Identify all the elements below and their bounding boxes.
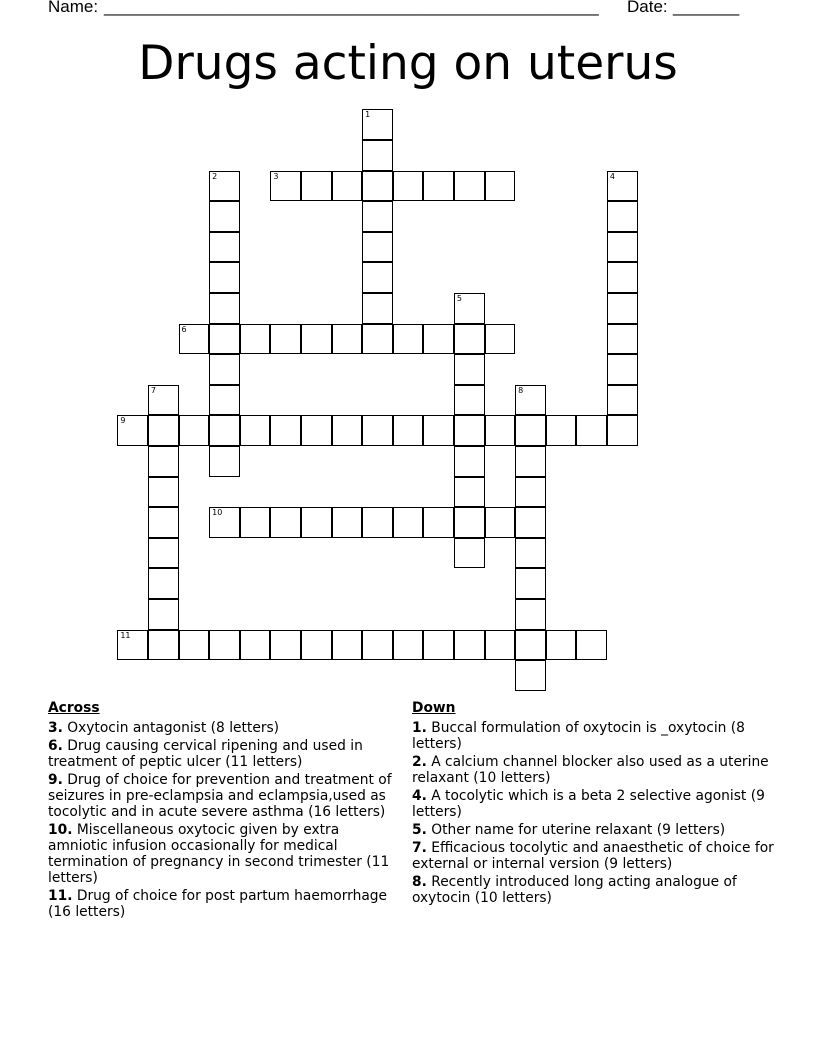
grid-cell[interactable] bbox=[454, 385, 485, 416]
grid-cell[interactable] bbox=[332, 507, 363, 538]
clue-number: 9 bbox=[120, 416, 126, 426]
clue-number: 8 bbox=[518, 385, 524, 395]
across-clue bbox=[48, 888, 400, 920]
grid-cell[interactable] bbox=[270, 324, 301, 355]
grid-cell[interactable] bbox=[209, 385, 240, 416]
grid-cell[interactable] bbox=[209, 507, 240, 538]
grid-cell[interactable] bbox=[515, 446, 546, 477]
grid-cell[interactable] bbox=[301, 630, 332, 661]
grid-cell[interactable] bbox=[485, 630, 516, 661]
grid-cell[interactable] bbox=[332, 171, 363, 202]
grid-cell[interactable] bbox=[607, 293, 638, 324]
clue-text: Miscellaneous oxytocic given by extra amniotic infusion occasionally for medical termination of pregnancy in second trimester (11 letters) bbox=[48, 822, 390, 886]
grid-cell[interactable] bbox=[454, 354, 485, 385]
grid-cell[interactable] bbox=[607, 385, 638, 416]
grid-cell[interactable] bbox=[393, 630, 424, 661]
clue-number: 6. bbox=[48, 738, 63, 754]
grid-cell[interactable] bbox=[515, 660, 546, 691]
down-heading: Down bbox=[412, 700, 456, 716]
across-heading: Across bbox=[48, 700, 100, 716]
grid-cell[interactable] bbox=[209, 446, 240, 477]
grid-cell[interactable] bbox=[270, 171, 301, 202]
clue-number: 5 bbox=[456, 293, 462, 303]
clue-number: 6 bbox=[181, 324, 187, 334]
grid-cell[interactable] bbox=[270, 507, 301, 538]
grid-cell[interactable] bbox=[332, 324, 363, 355]
down-clue bbox=[412, 874, 782, 906]
grid-cell[interactable] bbox=[362, 293, 393, 324]
down-clues bbox=[412, 700, 782, 908]
down-clue bbox=[412, 822, 782, 838]
clue-number: 3 bbox=[273, 171, 279, 181]
grid-cell[interactable] bbox=[209, 171, 240, 202]
clue-number: 9. bbox=[48, 772, 63, 788]
clue-number: 11 bbox=[120, 630, 131, 640]
clue-number: 7 bbox=[150, 385, 156, 395]
grid-cell[interactable] bbox=[209, 324, 240, 355]
across-clue bbox=[48, 822, 400, 886]
grid-cell[interactable] bbox=[148, 538, 179, 569]
grid-cell[interactable] bbox=[332, 630, 363, 661]
grid-cell[interactable] bbox=[179, 630, 210, 661]
grid-cell[interactable] bbox=[515, 568, 546, 599]
clue-number: 8. bbox=[412, 874, 427, 890]
grid-cell[interactable] bbox=[301, 507, 332, 538]
clue-number: 10. bbox=[48, 822, 73, 838]
name-field[interactable]: ______________________________________________________ bbox=[104, 0, 599, 16]
grid-cell[interactable] bbox=[454, 171, 485, 202]
clue-number: 3. bbox=[48, 720, 63, 736]
down-clue bbox=[412, 754, 782, 786]
grid-cell[interactable] bbox=[393, 324, 424, 355]
grid-cell[interactable] bbox=[393, 415, 424, 446]
grid-cell[interactable] bbox=[607, 324, 638, 355]
grid-cell[interactable] bbox=[117, 415, 148, 446]
grid-cell[interactable] bbox=[362, 507, 393, 538]
grid-cell[interactable] bbox=[515, 385, 546, 416]
grid-cell[interactable] bbox=[607, 171, 638, 202]
grid-cell[interactable] bbox=[423, 630, 454, 661]
grid-cell[interactable] bbox=[485, 507, 516, 538]
clue-number: 7. bbox=[412, 840, 427, 856]
grid-cell[interactable] bbox=[607, 201, 638, 232]
grid-cell[interactable] bbox=[148, 507, 179, 538]
clue-number: 4. bbox=[412, 788, 427, 804]
grid-cell[interactable] bbox=[148, 477, 179, 508]
grid-cell[interactable] bbox=[362, 109, 393, 140]
grid-cell[interactable] bbox=[301, 324, 332, 355]
clue-text: Buccal formulation of oxytocin is _oxytocin (8 letters) bbox=[412, 720, 745, 752]
across-clue-list bbox=[48, 720, 400, 920]
grid-cell[interactable] bbox=[515, 507, 546, 538]
grid-cell[interactable] bbox=[179, 415, 210, 446]
name-label: Name: bbox=[48, 0, 99, 16]
grid-cell[interactable] bbox=[454, 415, 485, 446]
grid-cell[interactable] bbox=[301, 415, 332, 446]
down-clue-list bbox=[412, 720, 782, 906]
grid-cell[interactable] bbox=[362, 324, 393, 355]
grid-cell[interactable] bbox=[362, 171, 393, 202]
grid-cell[interactable] bbox=[393, 171, 424, 202]
grid-cell[interactable] bbox=[362, 262, 393, 293]
grid-cell[interactable] bbox=[240, 507, 271, 538]
grid-cell[interactable] bbox=[607, 354, 638, 385]
across-clue bbox=[48, 720, 400, 736]
grid-cell[interactable] bbox=[209, 293, 240, 324]
grid-cell[interactable] bbox=[423, 507, 454, 538]
grid-cell[interactable] bbox=[240, 415, 271, 446]
clue-text: Drug of choice for post partum haemorrhage (16 letters) bbox=[48, 888, 388, 920]
down-clue bbox=[412, 788, 782, 820]
grid-cell[interactable] bbox=[270, 415, 301, 446]
clue-number: 5. bbox=[412, 822, 427, 838]
grid-cell[interactable] bbox=[454, 507, 485, 538]
grid-cell[interactable] bbox=[240, 324, 271, 355]
grid-cell[interactable] bbox=[362, 201, 393, 232]
grid-cell[interactable] bbox=[515, 599, 546, 630]
clue-number: 10 bbox=[212, 508, 223, 518]
grid-cell[interactable] bbox=[240, 630, 271, 661]
clue-text: Oxytocin antagonist (8 letters) bbox=[62, 720, 280, 736]
grid-cell[interactable] bbox=[332, 415, 363, 446]
grid-cell[interactable] bbox=[485, 171, 516, 202]
grid-cell[interactable] bbox=[362, 415, 393, 446]
grid-cell[interactable] bbox=[454, 324, 485, 355]
page-title: Drugs acting on uterus bbox=[138, 36, 678, 91]
grid-cell[interactable] bbox=[148, 568, 179, 599]
clue-text: A calcium channel blocker also used as a uterine relaxant (10 letters) bbox=[412, 754, 769, 786]
across-clue bbox=[48, 738, 400, 770]
grid-cell[interactable] bbox=[362, 232, 393, 263]
grid-cell[interactable] bbox=[148, 385, 179, 416]
grid-cell[interactable] bbox=[607, 415, 638, 446]
grid-cell[interactable] bbox=[209, 232, 240, 263]
grid-cell[interactable] bbox=[576, 415, 607, 446]
grid-cell[interactable] bbox=[362, 630, 393, 661]
clue-number: 11. bbox=[48, 888, 73, 904]
grid-cell[interactable] bbox=[148, 599, 179, 630]
down-clue bbox=[412, 840, 782, 872]
clue-number: 1. bbox=[412, 720, 427, 736]
clue-text: Efficacious tocolytic and anaesthetic of choice for external or internal version (9 letters) bbox=[412, 840, 774, 872]
grid-cell[interactable] bbox=[454, 446, 485, 477]
grid-cell[interactable] bbox=[576, 630, 607, 661]
date-field[interactable]: _______ bbox=[673, 0, 740, 16]
grid-cell[interactable] bbox=[270, 630, 301, 661]
grid-cell[interactable] bbox=[454, 538, 485, 569]
across-clue bbox=[48, 772, 400, 820]
grid-cell[interactable] bbox=[209, 262, 240, 293]
grid-cell[interactable] bbox=[209, 201, 240, 232]
grid-cell[interactable] bbox=[209, 354, 240, 385]
across-clues bbox=[48, 700, 400, 922]
grid-cell[interactable] bbox=[423, 171, 454, 202]
grid-cell[interactable] bbox=[515, 630, 546, 661]
clue-number: 4 bbox=[609, 171, 615, 181]
grid-cell[interactable] bbox=[423, 324, 454, 355]
grid-cell[interactable] bbox=[485, 415, 516, 446]
clue-number: 2 bbox=[212, 171, 218, 181]
grid-cell[interactable] bbox=[393, 507, 424, 538]
grid-cell[interactable] bbox=[209, 630, 240, 661]
grid-cell[interactable] bbox=[301, 171, 332, 202]
grid-cell[interactable] bbox=[515, 538, 546, 569]
grid-cell[interactable] bbox=[515, 477, 546, 508]
clue-number: 1 bbox=[365, 110, 371, 120]
grid-cell[interactable] bbox=[362, 140, 393, 171]
grid-cell[interactable] bbox=[515, 415, 546, 446]
clue-text: Recently introduced long acting analogue of oxytocin (10 letters) bbox=[412, 874, 737, 906]
grid-cell[interactable] bbox=[485, 324, 516, 355]
clue-number: 2. bbox=[412, 754, 427, 770]
grid-cell[interactable] bbox=[179, 324, 210, 355]
grid-cell[interactable] bbox=[546, 630, 577, 661]
grid-cell[interactable] bbox=[607, 232, 638, 263]
grid-cell[interactable] bbox=[148, 415, 179, 446]
grid-cell[interactable] bbox=[148, 446, 179, 477]
grid-cell[interactable] bbox=[454, 293, 485, 324]
grid-cell[interactable] bbox=[117, 630, 148, 661]
clue-text: Drug of choice for prevention and treatment of seizures in pre-eclampsia and eclampsia,used as tocolytic and in acute severe asthma (16 letters) bbox=[48, 772, 392, 820]
date-label: Date: bbox=[627, 0, 668, 16]
down-clue bbox=[412, 720, 782, 752]
grid-cell[interactable] bbox=[454, 477, 485, 508]
grid-cell[interactable] bbox=[423, 415, 454, 446]
clue-text: Other name for uterine relaxant (9 letters) bbox=[426, 822, 726, 838]
grid-cell[interactable] bbox=[546, 415, 577, 446]
grid-cell[interactable] bbox=[148, 630, 179, 661]
clue-text: A tocolytic which is a beta 2 selective agonist (9 letters) bbox=[412, 788, 765, 820]
clue-text: Drug causing cervical ripening and used in treatment of peptic ulcer (11 letters) bbox=[48, 738, 363, 770]
grid-cell[interactable] bbox=[454, 630, 485, 661]
grid-cell[interactable] bbox=[607, 262, 638, 293]
grid-cell[interactable] bbox=[209, 415, 240, 446]
